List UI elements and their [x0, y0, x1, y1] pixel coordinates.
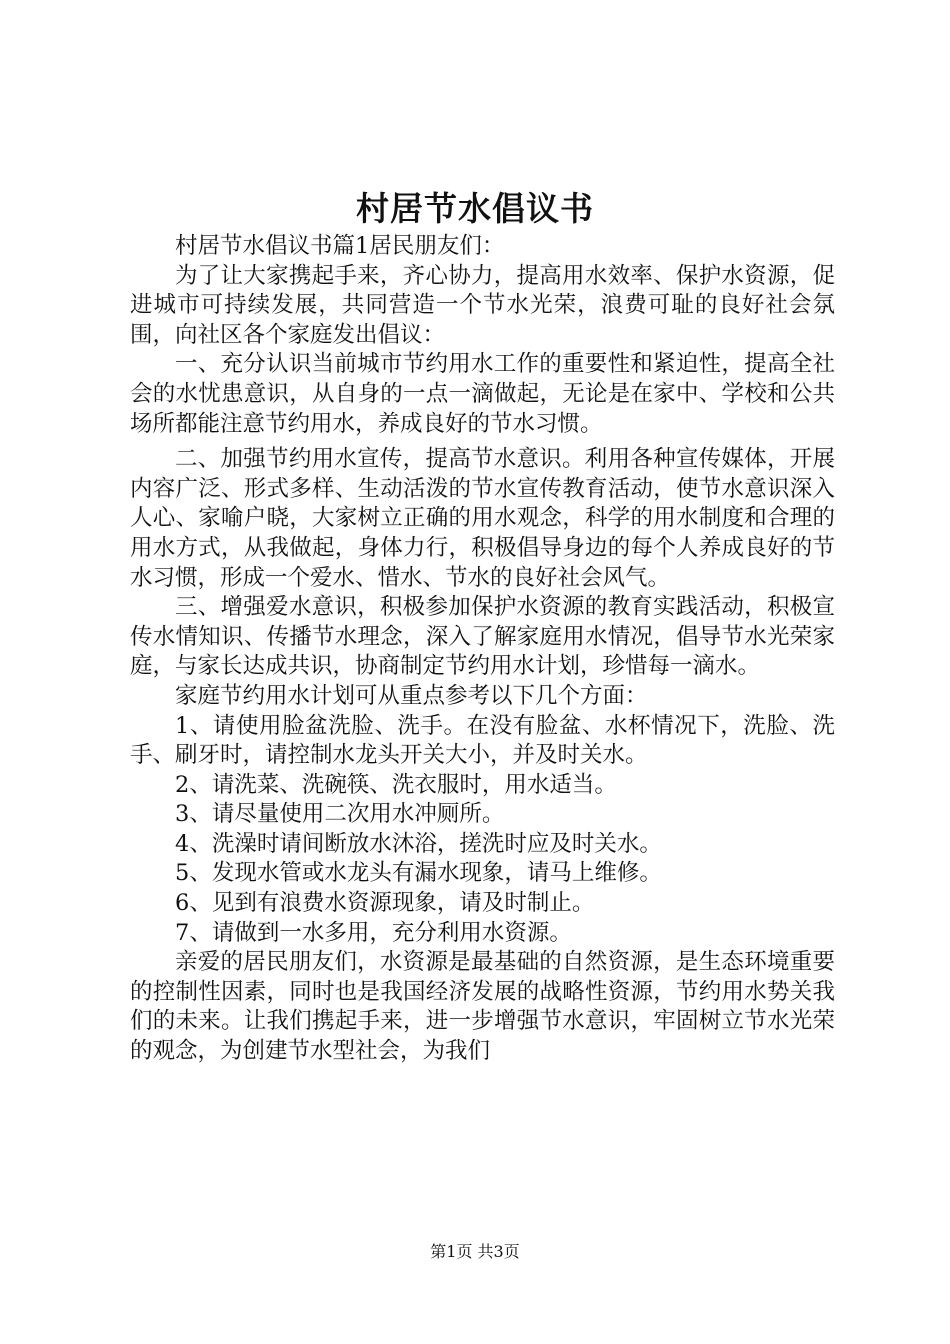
list-item-4: 4、洗澡时请间断放水沐浴，搓洗时应及时关水。	[175, 830, 662, 857]
page-number-footer: 第1页 共3页	[430, 1242, 520, 1261]
document-body	[130, 232, 835, 1067]
list-item-5: 5、发现水管或水龙头有漏水现象，请马上维修。	[175, 860, 662, 887]
document-title: 村居节水倡议书	[356, 189, 594, 228]
paragraph-salutation: 村居节水倡议书篇1居民朋友们：	[175, 233, 505, 259]
paragraph-point-two: 二、加强节约用水宣传，提高节水意识。利用各种宣传媒体，开展内容广泛、形式多样、生动活泼的节水宣传教育活动，使节水意识深入人心、家喻户晓，大家树立正确的用水观念，科学的用水制度和合理的用水方式，从我做起，身体力行，积极倡导身边的每个人养成良好的节水习惯，形成一个爱水、惜水、节水的良好社会风气。	[130, 446, 835, 591]
paragraph-intro: 为了让大家携起手来，齐心协力，提高用水效率、保护水资源，促进城市可持续发展，共同营造一个节水光荣，浪费可耻的良好社会氛围，向社区各个家庭发出倡议：	[130, 262, 835, 348]
paragraph-closing: 亲爱的居民朋友们，水资源是最基础的自然资源，是生态环境重要的控制性因素，同时也是我国经济发展的战略性资源，节约用水势关我们的未来。让我们携起手来，进一步增强节水意识，牢固树立节水光荣的观念，为创建节水型社会，为我们	[130, 949, 835, 1065]
list-item-1: 1、请使用脸盆洗脸、洗手。在没有脸盆、水杯情况下，洗脸、洗手、刷牙时，请控制水龙头开关大小，并及时关水。	[130, 712, 835, 769]
paragraph-plan-heading: 家庭节约用水计划可从重点参考以下几个方面：	[175, 682, 648, 709]
list-item-7: 7、请做到一水多用，充分利用水资源。	[175, 919, 572, 946]
list-item-3: 3、请尽量使用二次用水冲厕所。	[175, 801, 505, 828]
paragraph-point-one: 一、充分认识当前城市节约用水工作的重要性和紧迫性，提高全社会的水忧患意识，从自身的一点一滴做起，无论是在家中、学校和公共场所都能注意节约用水，养成良好的节水习惯。	[130, 351, 835, 437]
list-item-6: 6、见到有浪费水资源现象，请及时制止。	[175, 890, 595, 917]
list-item-2: 2、请洗菜、洗碗筷、洗衣服时，用水适当。	[175, 771, 617, 798]
paragraph-point-three: 三、增强爱水意识，积极参加保护水资源的教育实践活动，积极宣传水情知识、传播节水理念，深入了解家庭用水情况，倡导节水光荣家庭，与家长达成共识，协商制定节约用水计划，珍惜每一滴水。	[130, 594, 835, 680]
